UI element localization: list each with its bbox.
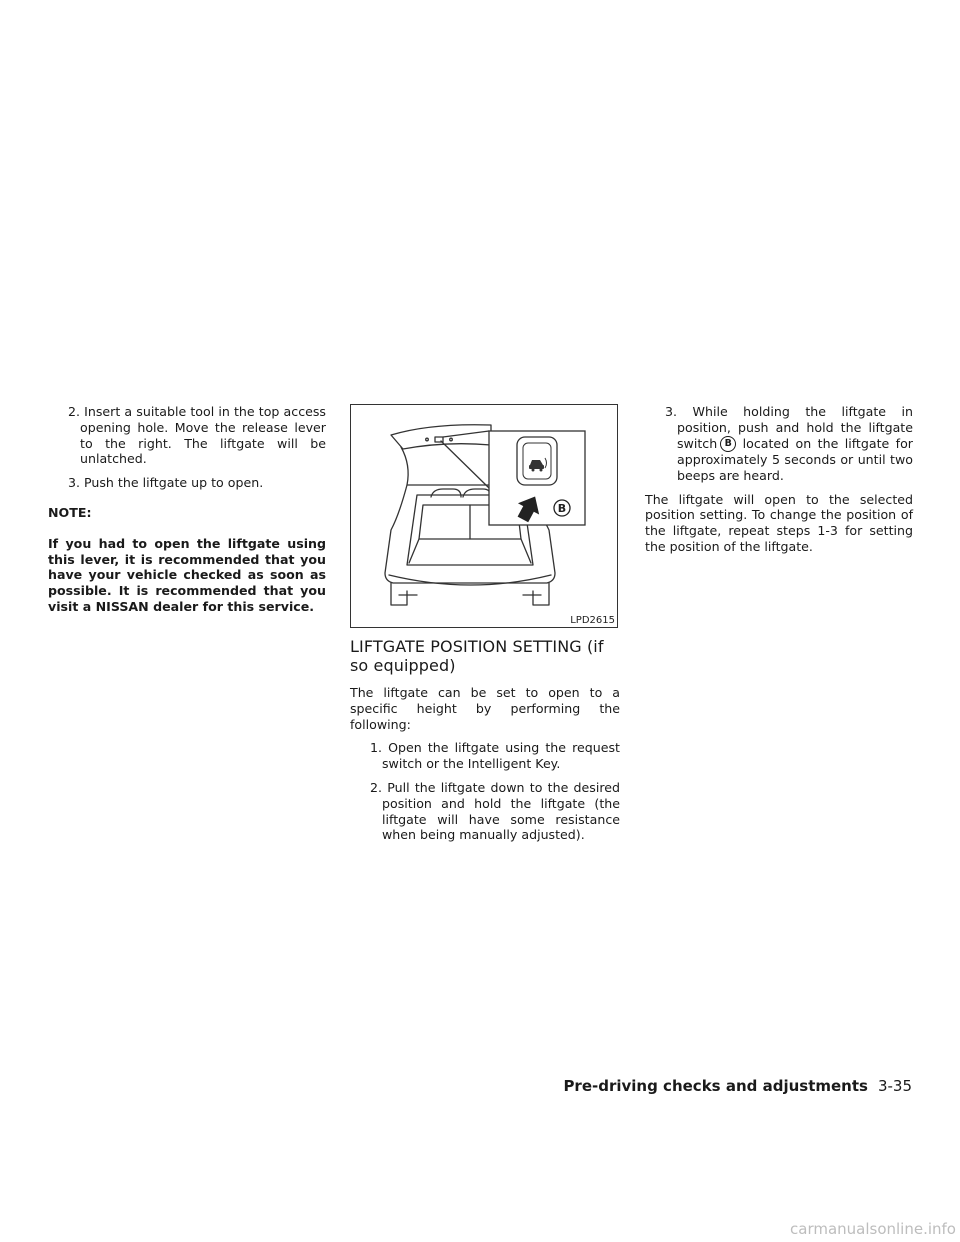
liftgate-switch-figure — [350, 404, 618, 628]
page-number: 3-35 — [877, 1077, 912, 1095]
note-text: If you had to open the liftgate using this lever, it is recommended that you have your vehicle checked as soon as possible. It is recommended that you visit a NISSAN dealer for this service. — [48, 535, 326, 614]
step-2-pull-liftgate: 2. Pull the liftgate down to the desired position and hold the liftgate (the liftgate will have some resistance when being manually adjusted). — [370, 779, 620, 843]
chapter-title: Pre-driving checks and adjustments — [563, 1077, 868, 1095]
section-heading: LIFTGATE POSITION SETTING (if so equipped) — [350, 637, 604, 675]
step-3-text-before: 3. While holding the liftgate in position, push and hold the liftgate switch — [665, 404, 913, 451]
callout-b-icon: B — [720, 436, 736, 452]
step-3-push-liftgate: 3. Push the liftgate up to open. — [68, 475, 264, 491]
note-label: NOTE: — [48, 504, 92, 520]
liftgate-illustration — [351, 405, 619, 629]
step-3-text-after: located on the liftgate for approximately 5 seconds or until two beeps are heard. — [677, 435, 913, 483]
step-1-open-liftgate: 1. Open the liftgate using the request switch or the Intelligent Key. — [370, 740, 620, 772]
right-column — [645, 404, 913, 555]
closing-paragraph: The liftgate will open to the selected position setting. To change the position of the liftgate, repeat steps 1-3 for setting the position of the liftgate. — [645, 491, 913, 555]
figure-callout-b: B — [557, 502, 567, 515]
watermark: carmanualsonline.info — [790, 1220, 956, 1238]
section-intro: The liftgate can be set to open to a specific height by performing the following: — [350, 685, 620, 732]
page-footer — [563, 1076, 912, 1096]
step-3-hold-switch — [645, 404, 913, 484]
middle-column — [350, 404, 620, 851]
step-2-release-lever: 2. Insert a suitable tool in the top access opening hole. Move the release lever to the right. The liftgate will be unlatched. — [68, 404, 326, 467]
figure-code: LPD2615 — [570, 615, 615, 626]
left-column — [48, 404, 326, 615]
